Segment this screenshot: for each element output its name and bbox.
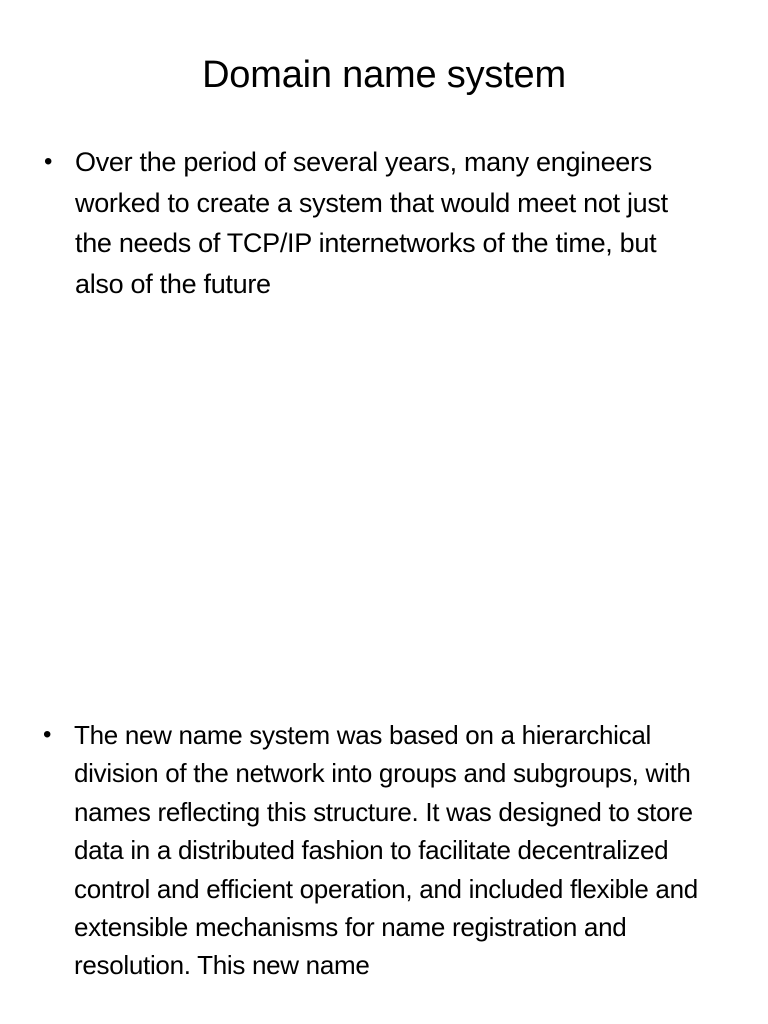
bullet-text: The new name system was based on a hierarchical division of the network into groups and subgroups, with names reflecting this structure. It was designed to store data in a distributed fashion to facilitate decentralized control and efficient operation, and included flexible and extensible mechanisms for name registration and resolution. This new name	[74, 720, 698, 981]
slide-title: Domain name system	[202, 54, 566, 96]
bullet-marker: •	[44, 148, 53, 175]
bullet-item-1	[44, 142, 675, 304]
bullet-item-2	[43, 716, 714, 985]
bullet-text: Over the period of several years, many engineers worked to create a system that would meet not just the needs of TCP/IP internetworks of the time, but also of the future	[75, 147, 668, 299]
bullet-marker: •	[43, 721, 52, 748]
